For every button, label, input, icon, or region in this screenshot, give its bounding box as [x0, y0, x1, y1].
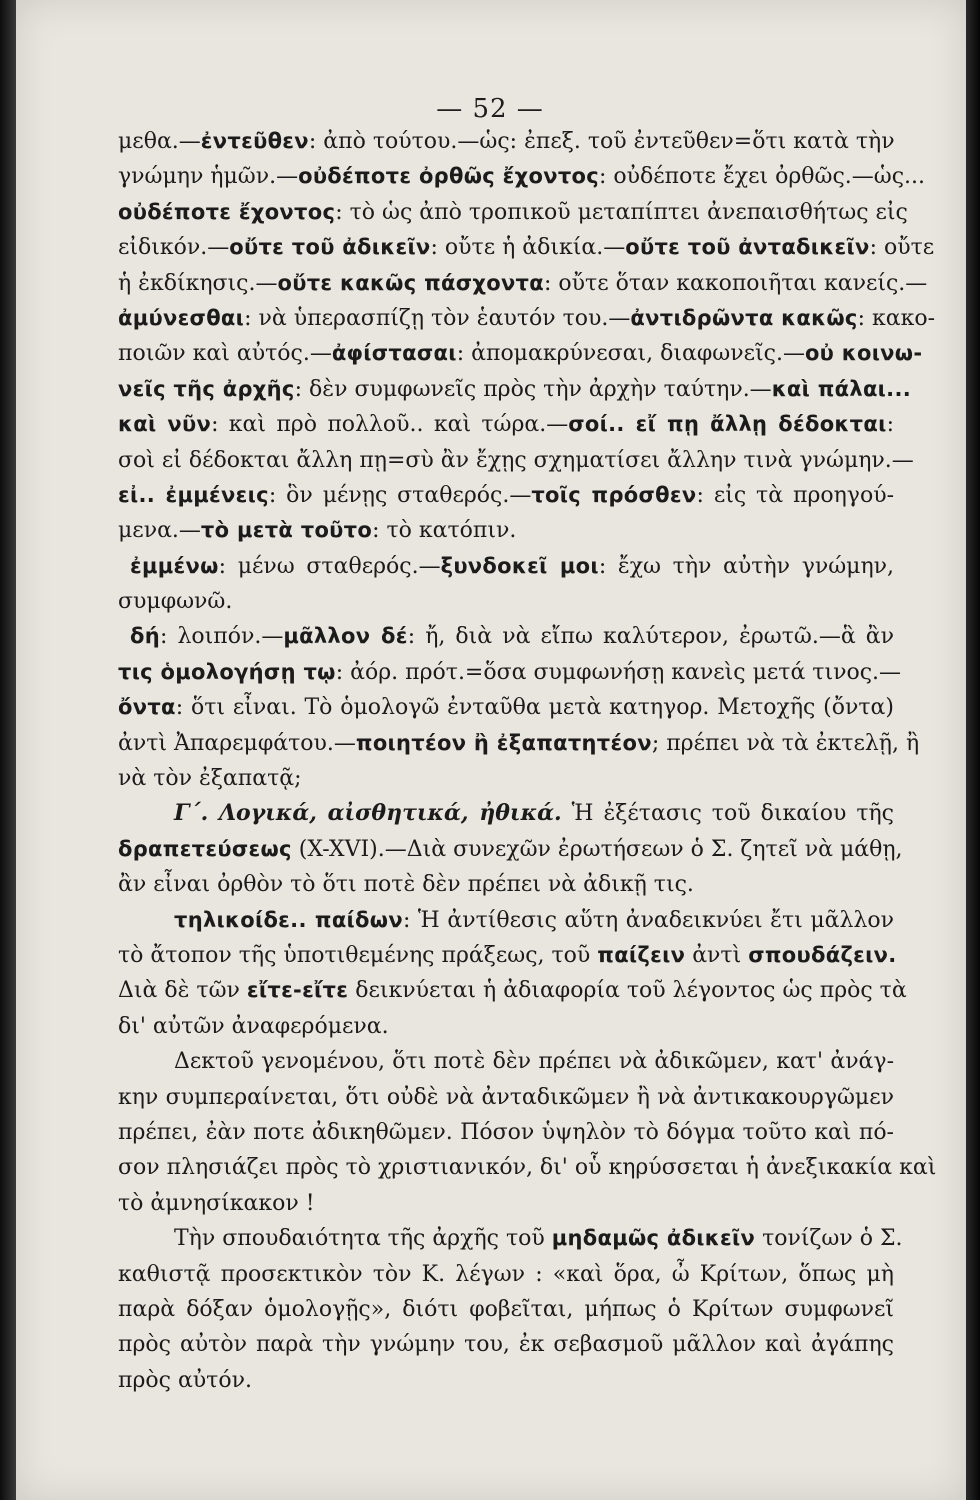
- emphasized-term: ἀμύνεσθαι: [118, 305, 245, 330]
- emphasized-term: παίζειν: [597, 942, 686, 967]
- text-line: [118, 973, 907, 1008]
- text-line: [118, 195, 908, 230]
- emphasized-term: τηλικοίδε.. παίδων: [174, 907, 403, 932]
- emphasized-term: ὄντα: [118, 695, 176, 720]
- text-segment: : καὶ πρὸ πολλοῦ.. καὶ τώρα.—: [211, 412, 569, 438]
- text-line: [118, 726, 920, 761]
- text-line: [118, 549, 894, 584]
- text-line: [118, 301, 936, 336]
- text-line: [118, 690, 894, 725]
- body-text: [118, 124, 937, 1398]
- text-line: [118, 230, 935, 265]
- text-segment: παρὰ δόξαν ὁμολογῇς», διότι φοβεῖται, μήπως ὁ Κρίτων συμφωνεῖ: [118, 1296, 894, 1322]
- text-line: [118, 407, 894, 442]
- text-segment: : οὔτε ὅταν κακοποιῆται κανείς.—: [544, 270, 928, 296]
- emphasized-term: Γ΄. Λογικά, αἰσθητικά, ἠθικά.: [174, 800, 562, 827]
- emphasized-term: οὐδέποτε ἔχοντος: [118, 199, 336, 224]
- text-segment: : οὔτε: [869, 235, 935, 261]
- text-segment: : ἔχω τὴν αὐτὴν γνώμην,: [598, 553, 895, 579]
- text-segment: : ἀόρ. πρότ.=ὅσα συμφωνήσῃ κανεὶς μετά τινος.—: [335, 659, 902, 685]
- text-segment: : τὸ ὡς ἀπὸ τροπικοῦ μεταπίπτει ἀνεπαισθήτως εἰς: [335, 199, 908, 225]
- emphasized-term: τὸ μετὰ τοῦτο: [200, 518, 373, 543]
- text-segment: σον πλησιάζει πρὸς τὸ χριστιανικόν, δι' οὗ κηρύσσεται ἡ ἀνεξικακία καὶ: [118, 1155, 937, 1181]
- text-line: [118, 584, 894, 619]
- text-segment: καθιστᾷ προσεκτικὸν τὸν Κ. λέγων : «καὶ ὅρα, ὦ Κρίτων, ὅπως μὴ: [118, 1261, 894, 1287]
- emphasized-term: ποιητέον ἢ ἐξαπατητέον: [355, 730, 652, 755]
- text-segment: δεικνύεται ἡ ἀδιαφορία τοῦ λέγοντος ὡς πρὸς τὰ: [348, 978, 907, 1004]
- text-segment: : ἤ, διὰ νὰ εἴπω καλύτερον, ἐρωτῶ.—ἃ ἂν: [407, 624, 894, 650]
- text-segment: Τὴν σπουδαιότητα τῆς ἀρχῆς τοῦ: [174, 1226, 552, 1252]
- text-line: [118, 938, 897, 973]
- text-line: [118, 1150, 937, 1185]
- emphasized-term: νεῖς τῆς ἀρχῆς: [118, 376, 295, 401]
- emphasized-term: οὔτε τοῦ ἀνταδικεῖν: [625, 235, 870, 260]
- emphasized-term: σπουδάζειν.: [748, 942, 897, 967]
- emphasized-term: εἴτε-εἴτε: [246, 978, 349, 1003]
- text-segment: ; πρέπει νὰ τὰ ἐκτελῇ, ἢ: [651, 730, 920, 756]
- text-line: [118, 513, 894, 548]
- text-segment: : λοιπόν.—: [159, 624, 284, 650]
- text-line: [118, 478, 894, 513]
- text-segment: : ἀπὸ τούτου.—ὡς: ἐπεξ. τοῦ ἐντεῦθεν=ὅτι κατὰ τὴν: [308, 129, 895, 154]
- text-segment: : κακο-: [857, 305, 936, 331]
- text-segment: εἰδικόν.—: [118, 235, 230, 261]
- text-segment: : ὅτι εἶναι. Τὸ ὁμολογῶ ἐνταῦθα μετὰ κατηγορ. Μετοχῆς (ὄντα): [175, 695, 894, 721]
- text-line: [118, 1009, 894, 1044]
- emphasized-term: δραπετεύσεως: [118, 836, 292, 861]
- text-segment: : μένω σταθερός.—: [218, 553, 441, 579]
- emphasized-term: ἀφίστασαι: [331, 341, 457, 366]
- text-segment: : Ἡ ἀντίθεσις αὕτη ἀναδεικνύει ἔτι μᾶλλον: [402, 907, 895, 933]
- emphasized-term: τις ὁμολογήσῃ τῳ: [118, 659, 336, 684]
- page-right-edge: [966, 0, 980, 1500]
- emphasized-term: οὔτε κακῶς πάσχοντα: [277, 270, 544, 295]
- emphasized-term: μηδαμῶς ἀδικεῖν: [551, 1226, 756, 1251]
- page-left-edge: [0, 0, 16, 1500]
- emphasized-term: οὐ κοινω-: [804, 341, 923, 366]
- emphasized-term: ξυνδοκεῖ μοι: [440, 553, 599, 578]
- text-segment: κην συμπεραίνεται, ὅτι οὐδὲ νὰ ἀνταδικῶμεν ἢ νὰ ἀντικακουργῶμεν: [118, 1084, 894, 1110]
- text-segment: σοὶ εἰ δέδοκται ἄλλη πῃ=σὺ ἂν ἔχῃς σχηματίσει ἄλλην τινὰ γνώμην.—: [118, 447, 914, 473]
- text-line: [118, 1115, 894, 1150]
- text-line: [118, 867, 894, 902]
- text-segment: μενα.—: [118, 518, 201, 544]
- text-segment: πρὸς αὐτόν.: [118, 1367, 252, 1393]
- text-line: [118, 761, 894, 796]
- text-line: [118, 796, 894, 831]
- text-line: [118, 1080, 894, 1115]
- text-segment: : ὃν μένῃς σταθερός.—: [268, 482, 532, 508]
- text-segment: : οὐδέποτε ἔχει ὀρθῶς.—ὡς...: [599, 164, 926, 190]
- text-segment: Δεκτοῦ γενομένου, ὅτι ποτὲ δὲν πρέπει νὰ ἀδικῶμεν, κατ' ἀνάγ-: [174, 1049, 894, 1075]
- text-line: [118, 266, 928, 301]
- emphasized-term: ἀντιδρῶντα κακῶς: [630, 305, 858, 330]
- text-line: [118, 1221, 903, 1256]
- text-segment: ἀντὶ: [685, 942, 749, 968]
- text-segment: : τὸ κατόπιν.: [372, 518, 517, 544]
- text-segment: δι' αὐτῶν ἀναφερόμενα.: [118, 1013, 389, 1039]
- emphasized-term: μᾶλλον δέ: [283, 624, 408, 649]
- text-segment: μεθα.—: [118, 129, 201, 154]
- text-segment: τὸ ἄτοπον τῆς ὑποτιθεμένης πράξεως, τοῦ: [118, 942, 598, 968]
- emphasized-term: οὐδέποτε ὀρθῶς ἔχοντος: [298, 164, 600, 189]
- text-line: [118, 159, 926, 194]
- text-segment: νὰ τὸν ἐξαπατᾷ;: [118, 766, 302, 792]
- text-segment: (X-XVI).—Διὰ συνεχῶν ἐρωτήσεων ὁ Σ. ζητεῖ νὰ μάθῃ,: [291, 836, 903, 862]
- emphasized-term: ἐντεῦθεν: [200, 129, 309, 153]
- text-segment: ποιῶν καὶ αὐτός.—: [118, 341, 332, 367]
- emphasized-term: σοί.. εἴ πῃ ἄλλῃ δέδοκται: [568, 412, 887, 437]
- text-line: [118, 655, 902, 690]
- text-segment: πρέπει, ἐὰν ποτε ἀδικηθῶμεν. Πόσον ὑψηλὸν τὸ δόγμα τοῦτο καὶ πό-: [118, 1119, 894, 1145]
- text-segment: Διὰ δὲ τῶν: [118, 978, 247, 1004]
- text-segment: γνώμην ἡμῶν.—: [118, 164, 299, 190]
- text-line: [118, 619, 894, 654]
- text-line: [118, 372, 911, 407]
- emphasized-term: καὶ νῦν: [118, 412, 212, 437]
- text-segment: ἡ ἐκδίκησις.—: [118, 270, 278, 296]
- text-segment: : εἰς τὰ προηγού-: [696, 482, 895, 508]
- text-segment: : νὰ ὑπερασπίζῃ τὸν ἑαυτόν του.—: [244, 305, 631, 331]
- text-segment: ἂν εἶναι ὀρθὸν τὸ ὅτι ποτὲ δὲν πρέπει νὰ ἀδικῇ τις.: [118, 872, 694, 898]
- text-line: [118, 832, 903, 867]
- emphasized-term: δή: [130, 624, 160, 649]
- text-line: [118, 1257, 894, 1292]
- emphasized-term: τοῖς πρόσθεν: [531, 482, 697, 507]
- text-line: [118, 443, 914, 478]
- text-segment: συμφωνῶ.: [118, 589, 233, 615]
- emphasized-term: ἐμμένω: [130, 553, 219, 578]
- text-segment: τονίζων ὁ Σ.: [755, 1226, 903, 1252]
- text-segment: Ἡ ἐξέτασις τοῦ δικαίου τῆς: [561, 801, 894, 827]
- text-line: [118, 903, 894, 938]
- text-line: [118, 1327, 894, 1362]
- text-line: [118, 336, 923, 371]
- text-segment: : δὲν συμφωνεῖς πρὸς τὴν ἀρχὴν ταύτην.—: [294, 376, 772, 402]
- text-segment: ἀντὶ Ἀπαρεμφάτου.—: [118, 730, 356, 756]
- emphasized-term: εἰ.. ἐμμένεις: [118, 482, 269, 507]
- text-segment: : οὔτε ἡ ἀδικία.—: [430, 235, 626, 261]
- text-segment: : ἀπομακρύνεσαι, διαφωνεῖς.—: [456, 341, 805, 367]
- text-line: [118, 1044, 894, 1079]
- emphasized-term: οὔτε τοῦ ἀδικεῖν: [229, 235, 431, 260]
- text-segment: :: [886, 412, 894, 438]
- emphasized-term: καὶ πάλαι...: [771, 376, 911, 401]
- text-line: [118, 124, 894, 159]
- page-number: — 52 —: [436, 94, 544, 124]
- text-line: [118, 1186, 894, 1221]
- text-segment: πρὸς αὐτὸν παρὰ τὴν γνώμην του, ἐκ σεβασμοῦ μᾶλλον καὶ ἀγάπης: [118, 1332, 894, 1358]
- text-line: [118, 1363, 894, 1398]
- text-segment: τὸ ἀμνησίκακον !: [118, 1190, 315, 1216]
- text-line: [118, 1292, 894, 1327]
